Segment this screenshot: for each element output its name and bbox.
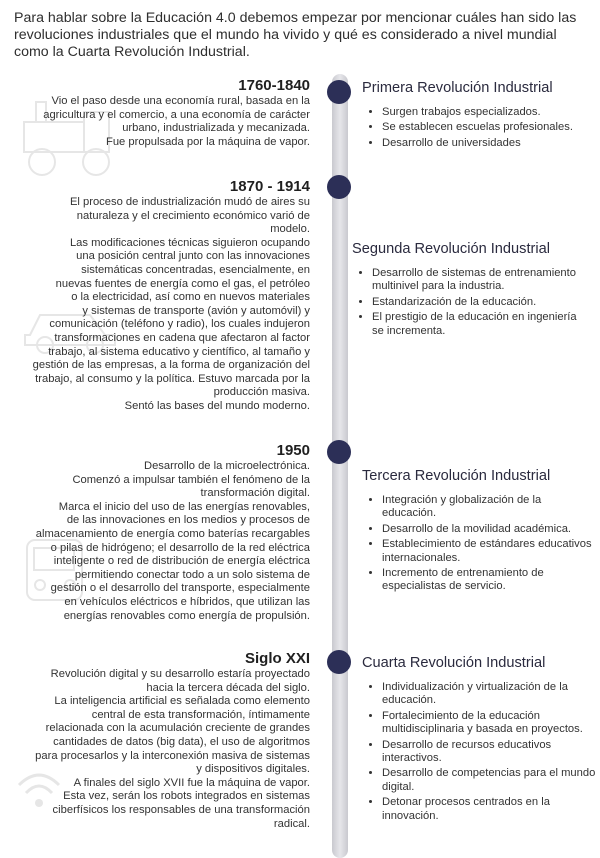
text-line: urbano, industrializada y mecanizada. [122,122,310,135]
text-line: Vio el paso desde una economía rural, basada en la [51,95,310,107]
list-item: • Desarrollo de la movilidad académica. [382,523,598,536]
text-line: modelo. [270,223,310,236]
era-2 [10,178,310,414]
era-year: 1950 [276,442,310,459]
text-line: y sistemas de transporte (avión y automóvil) y [82,304,310,317]
revolution-3 [362,468,598,596]
text-line: comunicación (teléfono y radio), los cuales indujeron [49,318,310,331]
text-line: gestión o el desarrollo del transporte, especialmente [50,582,310,595]
text-line: y dispositivos digitales. [196,763,310,776]
text-line: trabajo, al sistema educativo y científico, al tamaño y [48,345,310,358]
timeline-dot-3 [327,440,351,464]
timeline-dot-4 [327,650,351,674]
text-line: en vehículos eléctricos e híbridos, que utilizan las [64,595,310,608]
intro-paragraph: Para hablar sobre la Educación 4.0 debemos empezar por mencionar cuáles han sido las revoluciones industriales que el mundo ha vivido y qué es considerado a nivel mundial como la Cuarta Revolución Industrial. [14,10,577,60]
text-line: energías renovables como energía de propulsión. [63,609,310,622]
era-1 [10,77,310,149]
text-line: producción masiva. [213,386,310,399]
era-3 [10,442,310,623]
text-line: radical. [273,817,310,830]
text-line: Desarrollo de la microelectrónica. [143,460,310,472]
text-line: trabajo, al consumo y la política. Estuvo marcada por la [35,372,310,385]
text-line: La inteligencia artificial es señalada como elemento [54,695,310,708]
text-line: gestión de las empresas, a la forma de organización del [32,359,310,372]
era-year: 1870 - 1914 [229,178,310,195]
revolution-title: Primera Revolución Industrial [362,80,553,96]
text-line: almacenamiento de energía como baterías recargables [35,527,310,540]
list-item: • Incremento de entrenamiento de especialistas de servicio. [382,567,598,594]
list-item: • Establecimiento de estándares educativos internacionales. [382,538,598,565]
text-line: nuevas fuentes de energía como el gas, el petróleo [55,277,310,290]
list-item: • El prestigio de la educación en ingeniería se incrementa. [372,311,588,338]
text-line: de las innovaciones en los medios y procesos de [66,514,310,527]
text-line: cantidades de datos (big data), el uso de algoritmos [53,735,310,748]
timeline-dot-2 [327,175,351,199]
era-year: 1760-1840 [238,77,310,94]
era-description [10,196,310,414]
text-line: permitiendo conectar todo a un solo sistema de [74,568,310,581]
text-line: Comenzó a impulsar también el fenómeno de la [72,473,310,486]
revolution-title: Tercera Revolución Industrial [362,468,551,484]
list-item: • Desarrollo de competencias para el mundo digital. [382,767,598,794]
text-line: El proceso de industrialización mudó de aires su [69,196,310,208]
text-line: Las modificaciones técnicas siguieron ocupando [69,236,310,249]
text-line: ciberfísicos los responsables de una transformación [52,803,310,816]
text-line: sistemáticas concentradas, esencialmente, en [81,263,310,276]
text-line: o la electricidad, así como en nuevos materiales [71,291,310,304]
era-description [10,95,310,149]
revolution-title: Segunda Revolución Industrial [352,241,550,257]
text-line: inteligente o red de distribución de energía eléctrica [53,555,310,568]
list-item: • Detonar procesos centrados en la innovación. [382,796,598,823]
list-item: • Fortalecimiento de la educación multidisciplinaria y basada en proyectos. [382,710,598,737]
era-4 [10,650,310,831]
text-line: transformaciones en cadena que afectaron al factor [54,331,310,344]
list-item: • Estandarización de la educación. [372,296,588,309]
text-line: Sentó las bases del mundo moderno. [124,399,310,412]
revolution-title: Cuarta Revolución Industrial [362,655,546,671]
list-item: • Integración y globalización de la educación. [382,494,598,521]
text-line: naturaleza y el crecimiento económico varió de [76,209,310,222]
era-description [10,460,310,623]
timeline-dot-1 [327,80,351,104]
era-description [10,668,310,831]
text-line: transformación digital. [200,487,310,500]
list-item: • Desarrollo de universidades [382,137,598,150]
revolution-list [362,494,598,594]
text-line: Revolución digital y su desarrollo estaría proyectado [50,668,310,680]
list-item: • Desarrollo de recursos educativos interactivos. [382,739,598,766]
text-line: central de esta transformación, íntimamente [91,708,310,721]
era-year: Siglo XXI [244,650,310,667]
revolution-4 [362,655,598,825]
text-line: agricultura y el comercio, a una economía de carácter [43,108,310,121]
list-item: • Surgen trabajos especializados. [382,106,598,119]
revolution-2 [352,241,588,340]
text-line: A finales del siglo XVII fue la máquina de vapor. [73,776,310,789]
text-line: hacia la tercera década del siglo. [146,681,310,694]
list-item: • Se establecen escuelas profesionales. [382,121,598,134]
text-line: una posición central junto con las innovaciones [76,250,310,263]
revolution-list [362,106,598,150]
text-line: Marca el inicio del uso de las energías renovables, [58,500,310,513]
text-line: Fue propulsada por la máquina de vapor. [106,135,310,148]
revolution-1 [362,80,598,152]
revolution-list [362,681,598,823]
text-line: o pilas de hidrógeno; el desarrollo de la red eléctrica [50,541,310,554]
text-line: para procesarlos y la interconexión masiva de sistemas [35,749,310,762]
text-line: relacionada con la acumulación creciente de grandes [45,722,310,735]
list-item: • Desarrollo de sistemas de entrenamiento multinivel para la industria. [372,267,588,294]
text-line: Esta vez, serán los robots integrados en sistemas [63,790,310,803]
list-item: • Individualización y virtualización de la educación. [382,681,598,708]
revolution-list [352,267,588,338]
